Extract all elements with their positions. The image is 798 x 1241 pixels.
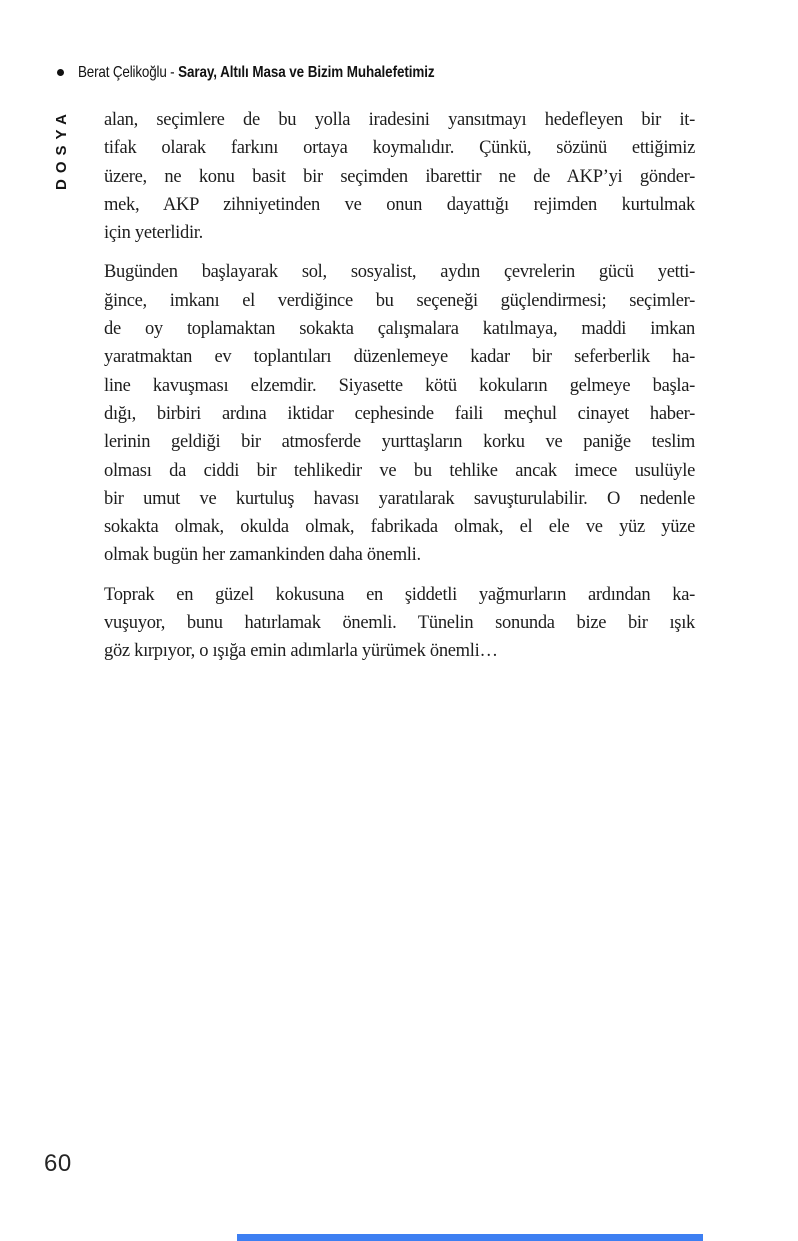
- text-line: ğince, imkanı el verdiğince bu seçeneği güçlendirmesi; seçimler-: [104, 290, 695, 311]
- bullet-icon: [57, 69, 64, 76]
- header-chapter-title: Saray, Altılı Masa ve Bizim Muhalefetimiz: [178, 64, 435, 81]
- page-number: 60: [44, 1150, 72, 1177]
- paragraph: [104, 581, 695, 666]
- paragraph: [104, 258, 695, 569]
- text-line: dığı, birbiri ardına iktidar cephesinde faili meçhul cinayet haber-: [104, 403, 695, 424]
- text-line: olmak bugün her zamankinden daha önemli.: [104, 545, 421, 566]
- text-line: Toprak en güzel kokusuna en şiddetli yağmurların ardından ka-: [104, 584, 695, 605]
- running-header: [57, 64, 502, 82]
- text-line: yaratmaktan ev toplantıları düzenlemeye kadar bir seferberlik ha-: [104, 347, 695, 368]
- text-line: Bugünden başlayarak sol, sosyalist, aydın çevrelerin gücü yetti-: [104, 262, 695, 283]
- text-line: lerinin geldiği bir atmosferde yurttaşların korku ve paniğe teslim: [104, 432, 695, 453]
- reading-progress-bar[interactable]: [237, 1234, 703, 1241]
- text-line: vuşuyor, bunu hatırlamak önemli. Tünelin sonunda bize bir ışık: [104, 613, 695, 634]
- text-line: için yeterlidir.: [104, 223, 203, 244]
- text-line: göz kırpıyor, o ışığa emin adımlarla yürümek önemli…: [104, 641, 498, 662]
- running-header-text: [78, 64, 435, 82]
- text-line: olması da ciddi bir tehlikedir ve bu tehlike ancak imece usulüyle: [104, 460, 695, 481]
- text-line: de oy toplamaktan sokakta çalışmalara katılmaya, maddi imkan: [104, 319, 695, 340]
- text-line: mek, AKP zihniyetinden ve onun dayattığı rejimden kurtulmak: [104, 194, 695, 215]
- side-label-dosya: DOSYA: [53, 108, 70, 190]
- body-text: [104, 106, 695, 677]
- text-line: line kavuşması elzemdir. Siyasette kötü kokuların gelmeye başla-: [104, 375, 695, 396]
- text-line: tifak olarak farkını ortaya koymalıdır. Çünkü, sözünü ettiğimiz: [104, 138, 695, 159]
- text-line: üzere, ne konu basit bir seçimden ibarettir ne de AKP’yi gönder-: [104, 166, 695, 187]
- header-author: Berat Çelikoğlu -: [78, 64, 179, 81]
- text-line: sokakta olmak, okulda olmak, fabrikada olmak, el ele ve yüz yüze: [104, 517, 695, 538]
- text-line: bir umut ve kurtuluş havası yaratılarak savuşturulabilir. O nedenle: [104, 488, 695, 509]
- paragraph: [104, 106, 695, 247]
- text-line: alan, seçimlere de bu yolla iradesini yansıtmayı hedefleyen bir it-: [104, 110, 695, 130]
